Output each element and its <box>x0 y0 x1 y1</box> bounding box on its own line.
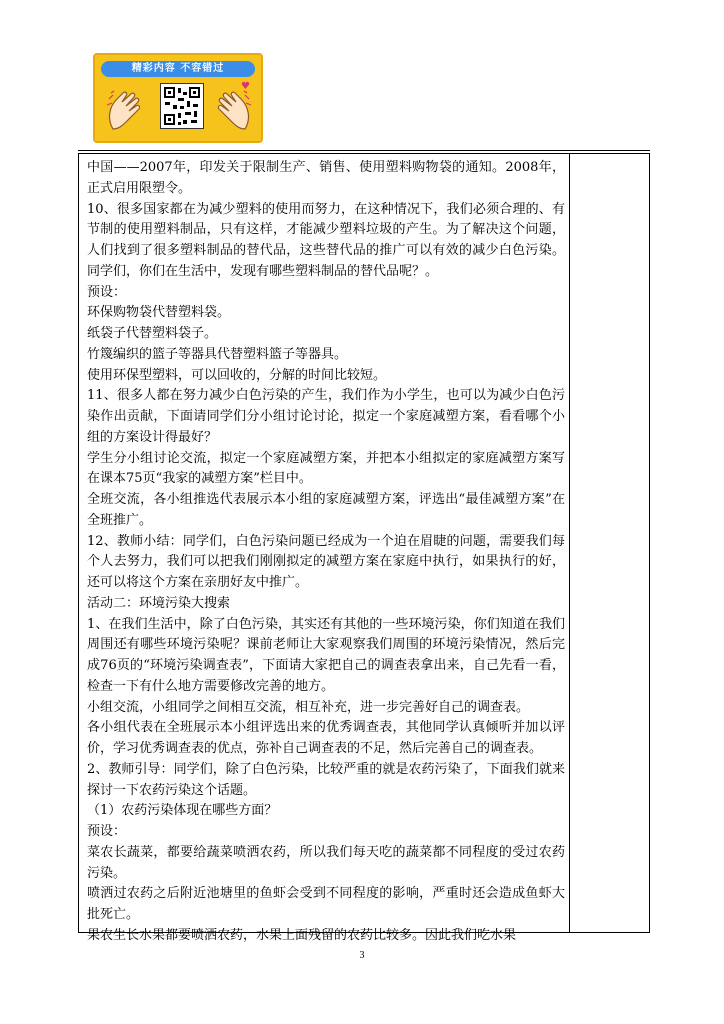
heart-icon: ♥ <box>241 81 250 92</box>
paragraph: 全班交流，各小组推选代表展示本小组的家庭减塑方案，评选出“最佳减塑方案”在全班推广。 <box>87 492 565 528</box>
paragraph: 果农生长水果都要喷洒农药，水果上面残留的农药比较多。因此我们吃水果 <box>87 927 517 943</box>
banner-title: 精彩内容 不容错过 <box>101 61 255 77</box>
paragraph: 纸袋子代替塑料袋子。 <box>87 326 218 341</box>
page-number: 3 <box>359 950 365 961</box>
clapping-hands-icon <box>105 89 147 133</box>
paragraph: 小组交流，小组同学之间相互交流，相互补充，进一步完善好自己的调查表。 <box>87 699 530 715</box>
table-top-rule <box>78 150 650 151</box>
lesson-table <box>78 153 650 943</box>
paragraph: 1、在我们生活中，除了白色污染，其实还有其他的一些环境污染，你们知道在我们周围还有哪些环境污染呢？课前老师让大家观察我们周围的环境污染情况，然后完成76页的“环境污染调查表”，下面请大家把自己的调查表拿出来，自己先看一看，检查一下有什么地方需要修改完善的地方。 <box>87 616 565 694</box>
paragraph: 活动二：环境污染大搜索 <box>87 595 231 611</box>
promo-banner[interactable] <box>93 53 263 143</box>
paragraph: 使用环保型塑料，可以回收的，分解的时间比较短。 <box>87 367 387 383</box>
paragraph: 环保购物袋代替塑料袋。 <box>87 305 231 321</box>
paragraph: 菜农长蔬菜，都要给蔬菜喷洒农药，所以我们每天吃的蔬菜都不同程度的受过农药污染。 <box>87 844 565 881</box>
column-divider <box>569 154 570 932</box>
paragraph: 预设： <box>87 284 127 300</box>
paragraph: 10、很多国家都在为减少塑料的使用而努力，在这种情况下，我们必须合理的、有节制的使用塑料制品，只有这样，才能减少塑料垃圾的产生。为了解决这个问题，人们找到了很多塑料制品的替代品，这些替代品的推广可以有效的减少白色污染。同学们，你们在生活中，发现有哪些塑料制品的替代品呢？。 <box>87 201 565 279</box>
paragraph: 喷洒过农药之后附近池塘里的鱼虾会受到不同程度的影响，严重时还会造成鱼虾大批死亡。 <box>87 886 565 922</box>
paragraph: 12、教师小结：同学们，白色污染问题已经成为一个迫在眉睫的问题，需要我们每个人去努力，我们可以把我们刚刚拟定的减塑方案在家庭中执行，如果执行的好，还可以将这个方案在亲朋好友中推广。 <box>87 533 565 590</box>
paragraph: 2、教师引导：同学们，除了白色污染，比较严重的就是农药污染了，下面我们就来探讨一下农药污染这个话题。 <box>87 761 565 798</box>
qr-code-icon[interactable] <box>160 83 204 129</box>
paragraph: 竹篾编织的篮子等器具代替塑料篮子等器具。 <box>87 346 348 362</box>
clapping-hands-icon <box>211 89 253 133</box>
lesson-content <box>87 158 565 947</box>
paragraph: （1）农药污染体现在哪些方面？ <box>87 803 278 819</box>
paragraph: 学生分小组讨论交流，拟定一个家庭减塑方案，并把本小组拟定的家庭减塑方案写在课本75页“我家的减塑方案”栏目中。 <box>87 450 565 487</box>
paragraph: 11、很多人都在努力减少白色污染的产生，我们作为小学生，也可以为减少白色污染作出贡献，下面请同学们分小组讨论讨论，拟定一个家庭减塑方案，看看哪个小组的方案设计得最好？ <box>87 388 565 445</box>
paragraph: 各小组代表在全班展示本小组评选出来的优秀调查表，其他同学认真倾听并加以评价，学习优秀调查表的优点，弥补自己调查表的不足，然后完善自己的调查表。 <box>87 720 565 756</box>
paragraph: 中国——2007年，印发关于限制生产、销售、使用塑料购物袋的通知。2008年，正式启用限塑令。 <box>87 160 565 196</box>
paragraph: 预设： <box>87 824 127 839</box>
